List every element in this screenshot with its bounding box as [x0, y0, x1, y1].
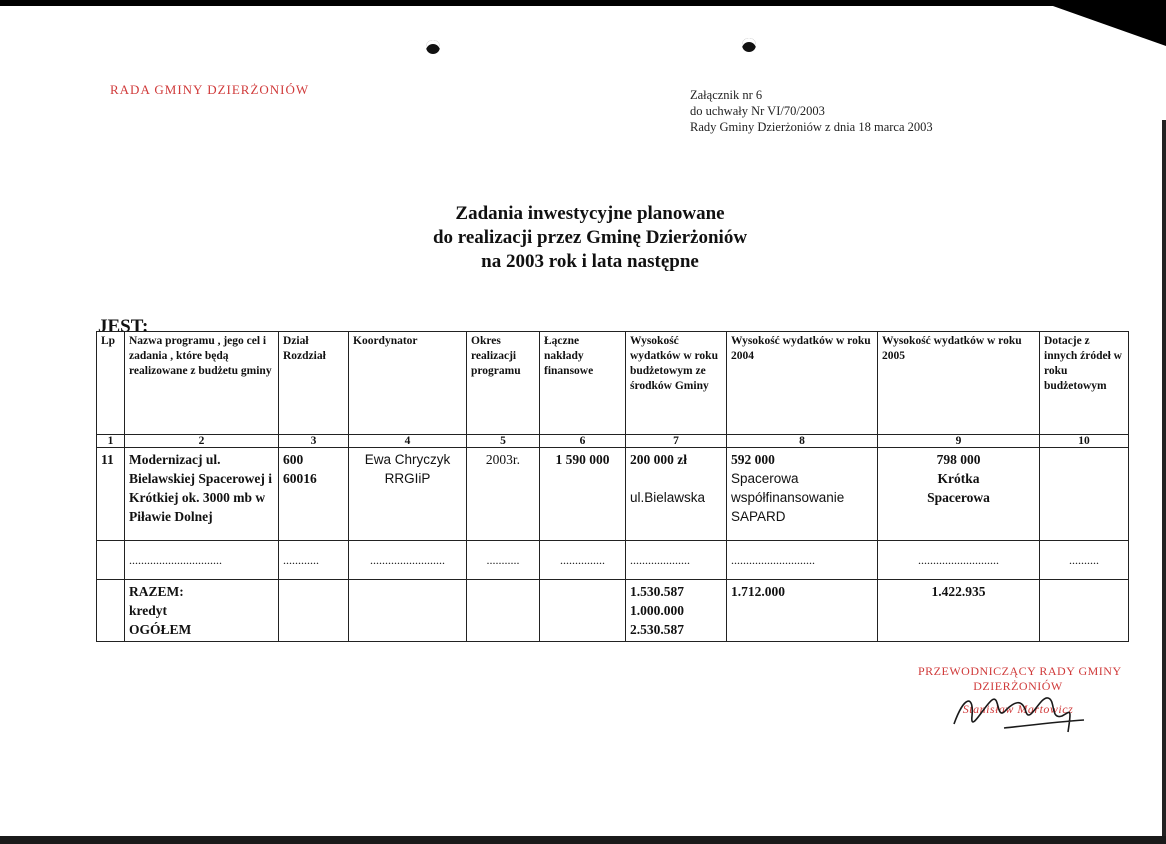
row-period: 2003r.	[467, 448, 540, 541]
header-row	[97, 332, 1129, 435]
budget-credit-value: 1.000.000	[630, 603, 684, 618]
title-line: do realizacji przez Gminę Dzierżoniów	[432, 227, 748, 248]
punch-hole-right	[742, 38, 756, 52]
row-dzial: 600	[283, 452, 304, 467]
table-row	[97, 448, 1129, 541]
row-budget-amount: 200 000 zł	[630, 452, 687, 467]
column-number: 2	[125, 435, 279, 448]
totals-2005: 1.422.935	[878, 580, 1040, 642]
header-cell: Lp	[97, 332, 125, 435]
dotted-cell: ............	[279, 541, 349, 580]
column-number: 7	[626, 435, 727, 448]
row-2004-amount: 592 000	[731, 452, 775, 467]
row-coordinator-dept: RRGIiP	[384, 471, 431, 486]
column-number: 9	[878, 435, 1040, 448]
column-number: 5	[467, 435, 540, 448]
section-label: JEST:	[98, 316, 149, 337]
row-dzial-rozdzial	[279, 448, 349, 541]
totals-labels	[125, 580, 279, 642]
row-2005-note: Spacerowa	[927, 490, 990, 505]
dotted-cell	[97, 541, 125, 580]
totals-row	[97, 580, 1129, 642]
header-cell: Dotacje z innych źródeł w roku budżetowym	[1040, 332, 1129, 435]
label-grand-total: OGÓŁEM	[129, 622, 192, 637]
row-budget-expense	[626, 448, 727, 541]
title-line: na 2003 rok i lata następne	[481, 251, 699, 272]
stamp-line: PRZEWODNICZĄCY RADY GMINY	[918, 664, 1122, 678]
annex-line: do uchwały Nr VI/70/2003	[690, 104, 825, 118]
totals-budget	[626, 580, 727, 642]
column-number: 6	[540, 435, 626, 448]
header-cell: Koordynator	[349, 332, 467, 435]
totals-cell	[349, 580, 467, 642]
row-coordinator-name: Ewa Chryczyk	[364, 452, 451, 467]
totals-cell	[467, 580, 540, 642]
column-number: 8	[727, 435, 878, 448]
dotted-cell: ............................	[727, 541, 878, 580]
dotted-cell: ....................	[626, 541, 727, 580]
header-cell: Wysokość wydatków w roku budżetowym ze środków Gminy	[626, 332, 727, 435]
stamp-name: Stanisław Martowicz	[962, 702, 1074, 716]
annex-line: Rady Gminy Dzierżoniów z dnia 18 marca 2003	[690, 120, 933, 134]
document-title	[380, 202, 800, 274]
dotted-row	[97, 541, 1129, 580]
punch-hole-left	[426, 40, 440, 54]
label-total: RAZEM:	[129, 584, 184, 599]
row-2004-note: współfinansowanie	[731, 490, 845, 505]
annex-line: Załącznik nr 6	[690, 88, 763, 102]
dotted-cell: .........................	[349, 541, 467, 580]
scan-border-right	[1162, 120, 1166, 844]
column-number-row	[97, 435, 1129, 448]
row-expense-2005	[878, 448, 1040, 541]
row-2004-note: Spacerowa	[731, 471, 799, 486]
budget-grand-value: 2.530.587	[630, 622, 684, 637]
row-coordinator	[349, 448, 467, 541]
row-rozdzial: 60016	[283, 471, 317, 486]
header-cell: Łączne nakłady finansowe	[540, 332, 626, 435]
row-2004-note: SAPARD	[731, 509, 786, 524]
header-cell: Wysokość wydatków w roku 2005	[878, 332, 1040, 435]
row-grants	[1040, 448, 1129, 541]
budget-total-value: 1.530.587	[630, 584, 684, 599]
dotted-cell: ...........	[467, 541, 540, 580]
header-cell: Okres realizacji programu	[467, 332, 540, 435]
council-stamp: RADA GMINY DZIERŻONIÓW	[110, 82, 310, 97]
dotted-cell: ..........	[1040, 541, 1129, 580]
row-2005-note: Krótka	[937, 471, 980, 486]
scan-corner	[1036, 0, 1166, 46]
totals-2004: 1.712.000	[727, 580, 878, 642]
row-lp: 11	[97, 448, 125, 541]
column-number: 4	[349, 435, 467, 448]
dotted-cell: ...........................	[878, 541, 1040, 580]
dotted-cell: ...............................	[125, 541, 279, 580]
header-cell: Wysokość wydatków w roku 2004	[727, 332, 878, 435]
dotted-cell: ...............	[540, 541, 626, 580]
header-cell: Nazwa programu , jego cel i zadania , które będą realizowane z budżetu gminy	[125, 332, 279, 435]
row-expense-2004	[727, 448, 878, 541]
column-number: 10	[1040, 435, 1129, 448]
totals-cell	[1040, 580, 1129, 642]
column-number: 3	[279, 435, 349, 448]
totals-cell	[540, 580, 626, 642]
scan-border-bottom	[0, 836, 1166, 844]
stamp-line: DZIERŻONIÓW	[973, 679, 1063, 693]
row-2005-amount: 798 000	[936, 452, 981, 467]
signature-mark	[944, 676, 1094, 746]
investment-table	[96, 331, 1129, 642]
totals-cell	[279, 580, 349, 642]
row-total-cost: 1 590 000	[540, 448, 626, 541]
scan-border-top	[0, 0, 1166, 6]
row-program-name: Modernizacj ul. Bielawskiej Spacerowej i Krótkiej ok. 3000 mb w Piławie Dolnej	[125, 448, 279, 541]
header-cell: Dział Rozdział	[279, 332, 349, 435]
annex-reference	[690, 87, 933, 135]
label-credit: kredyt	[129, 603, 168, 618]
row-budget-note: ul.Bielawska	[630, 490, 706, 505]
title-line: Zadania inwestycyjne planowane	[455, 203, 725, 224]
totals-cell	[97, 580, 125, 642]
column-number: 1	[97, 435, 125, 448]
